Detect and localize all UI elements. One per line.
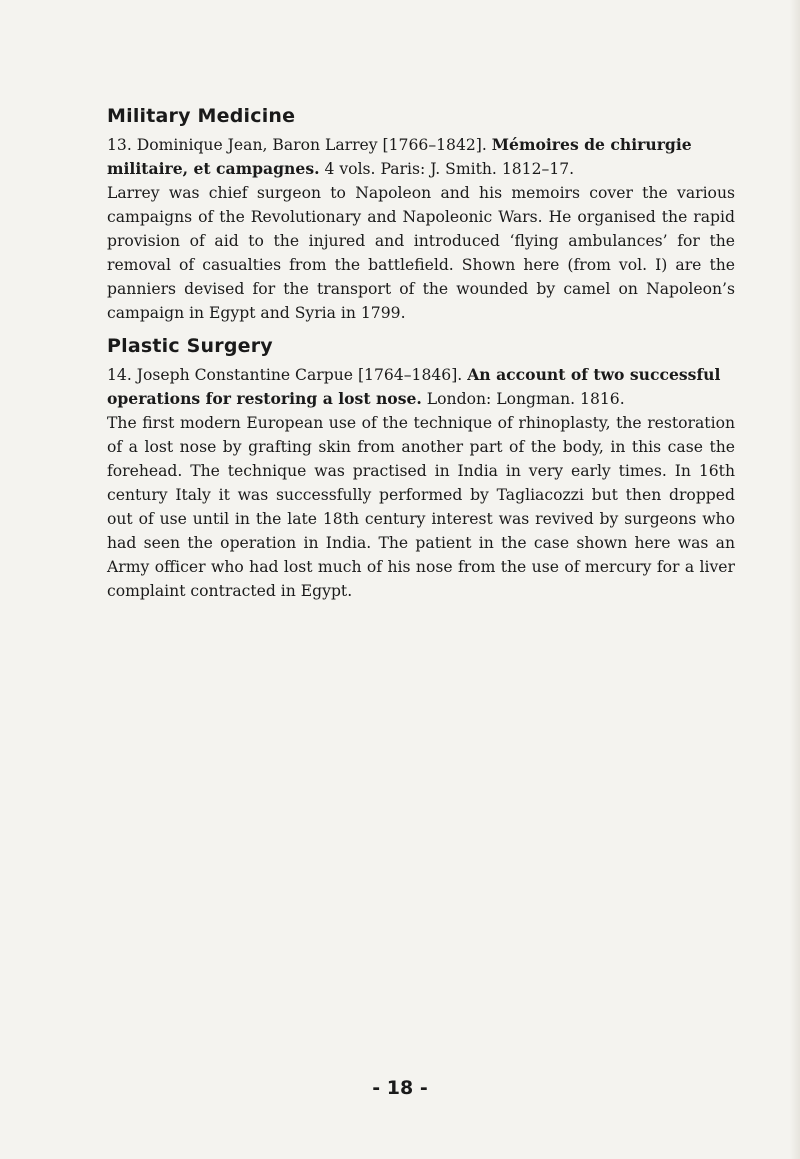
- section-heading: Plastic Surgery: [107, 335, 273, 357]
- catalogue-entry: [107, 363, 735, 411]
- section-plastic-surgery: [107, 335, 735, 603]
- entry-description: Larrey was chief surgeon to Napoleon and his memoirs cover the various campaigns of the Revolutionary and Napoleonic Wars. He organised the rapid provision of aid to the injured and introduced ‘flying ambulances’ for the removal of casualties from the battlefield. Shown here (from vol. I) are the panniers devised for the transport of the wounded by camel on Napoleon’s campaign in Egypt and Syria in 1799.: [107, 184, 735, 322]
- entry-author: 14. Joseph Constantine Carpue [1764–1846].: [107, 366, 468, 384]
- entry-publication: 4 vols. Paris: J. Smith. 1812–17.: [319, 160, 575, 178]
- section-military-medicine: [107, 105, 735, 325]
- catalogue-entry: [107, 133, 735, 181]
- page-edge-shadow: [790, 0, 800, 1159]
- entry-title: Mémoires de chirurgie militaire, et campagnes.: [107, 135, 692, 178]
- entry-description: The first modern European use of the technique of rhinoplasty, the restoration of a lost nose by grafting skin from another part of the body, in this case the forehead. The technique was practised in India in very early times. In 16th century Italy it was successfully performed by Tagliacozzi but then dropped out of use until in the late 18th century interest was revived by surgeons who had seen the operation in India. The patient in the case shown here was an Army officer who had lost much of his nose from the use of mercury for a liver complaint contracted in Egypt.: [107, 414, 735, 600]
- entry-publication: London: Longman. 1816.: [421, 390, 625, 408]
- section-heading: Military Medicine: [107, 105, 296, 127]
- entry-author: 13. Dominique Jean, Baron Larrey [1766–1842].: [107, 136, 492, 154]
- page-content: [107, 105, 735, 603]
- entry-title: An account of two successful operations for restoring a lost nose.: [107, 365, 721, 408]
- page-number: - 18 -: [372, 1077, 428, 1099]
